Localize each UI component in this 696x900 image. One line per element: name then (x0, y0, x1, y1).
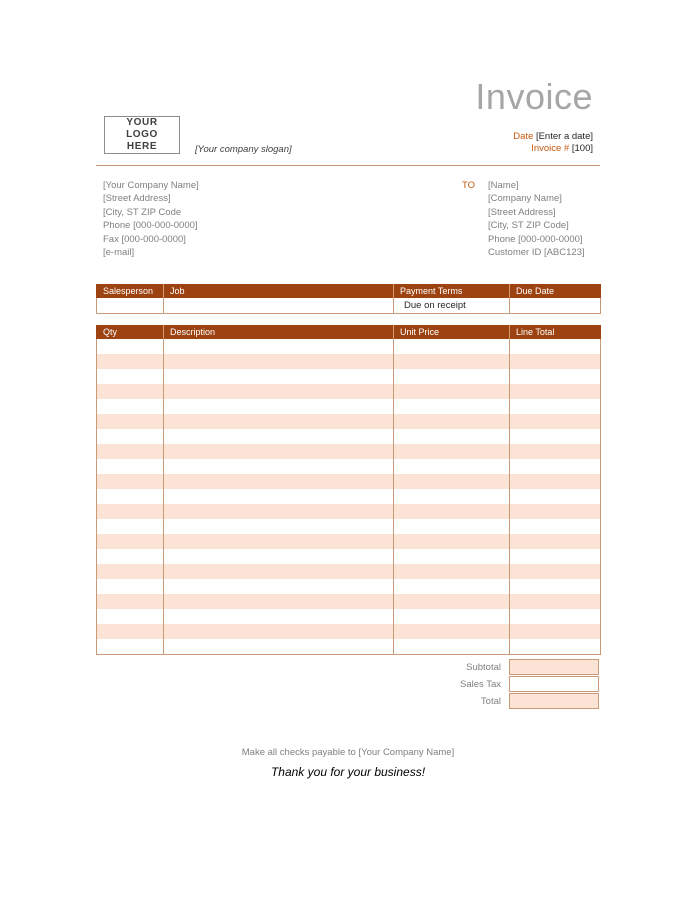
date-label: Date (513, 131, 534, 142)
line-total-cell[interactable] (510, 639, 601, 655)
description-cell[interactable] (164, 624, 394, 639)
description-cell[interactable] (164, 549, 394, 564)
unit-price-cell[interactable] (394, 444, 510, 459)
qty-cell[interactable] (97, 504, 164, 519)
col-unit-price: Unit Price (394, 325, 510, 339)
from-phone[interactable]: Phone [000-000-0000] (103, 220, 198, 232)
description-cell[interactable] (164, 534, 394, 549)
description-cell[interactable] (164, 339, 394, 354)
qty-cell[interactable] (97, 579, 164, 594)
qty-cell[interactable] (97, 489, 164, 504)
item-row (97, 354, 601, 369)
qty-cell[interactable] (97, 369, 164, 384)
qty-cell[interactable] (97, 519, 164, 534)
unit-price-cell[interactable] (394, 564, 510, 579)
to-company[interactable]: [Company Name] (488, 193, 562, 205)
subtotal-label: Subtotal (466, 662, 501, 673)
description-cell[interactable] (164, 474, 394, 489)
item-row (97, 534, 601, 549)
item-row (97, 504, 601, 519)
date-line (513, 131, 593, 142)
line-total-cell[interactable] (510, 624, 601, 639)
to-name[interactable]: [Name] (488, 180, 519, 191)
item-row (97, 444, 601, 459)
description-cell[interactable] (164, 399, 394, 414)
total-value[interactable] (509, 693, 599, 709)
col-line-total: Line Total (510, 325, 601, 339)
description-cell[interactable] (164, 369, 394, 384)
unit-price-cell[interactable] (394, 474, 510, 489)
to-city[interactable]: [City, ST ZIP Code] (488, 220, 569, 232)
item-row (97, 489, 601, 504)
line-total-cell[interactable] (510, 414, 601, 429)
invoice-title: Invoice (475, 76, 593, 117)
from-address (103, 179, 199, 259)
unit-price-cell[interactable] (394, 369, 510, 384)
qty-cell[interactable] (97, 534, 164, 549)
item-row (97, 549, 601, 564)
item-row (97, 474, 601, 489)
unit-price-cell[interactable] (394, 414, 510, 429)
line-total-cell[interactable] (510, 489, 601, 504)
job-table (96, 284, 601, 314)
line-total-cell[interactable] (510, 594, 601, 609)
unit-price-cell[interactable] (394, 534, 510, 549)
col-payment-terms: Payment Terms (394, 284, 510, 298)
to-customer-id[interactable]: Customer ID [ABC123] (488, 247, 585, 259)
col-job: Job (164, 284, 394, 298)
salesperson-cell[interactable] (97, 298, 164, 314)
line-total-cell[interactable] (510, 504, 601, 519)
unit-price-cell[interactable] (394, 489, 510, 504)
line-total-cell[interactable] (510, 549, 601, 564)
from-company[interactable]: [Your Company Name] (103, 180, 199, 191)
company-logo (104, 116, 180, 154)
unit-price-cell[interactable] (394, 519, 510, 534)
unit-price-cell[interactable] (394, 639, 510, 655)
description-cell[interactable] (164, 429, 394, 444)
item-row (97, 339, 601, 354)
line-total-cell[interactable] (510, 354, 601, 369)
unit-price-cell[interactable] (394, 549, 510, 564)
sales-tax-label: Sales Tax (459, 679, 501, 690)
job-table-row (97, 298, 601, 314)
subtotal-value[interactable] (509, 659, 599, 675)
item-row (97, 594, 601, 609)
unit-price-cell[interactable] (394, 384, 510, 399)
item-row (97, 624, 601, 639)
from-fax[interactable]: Fax [000-000-0000] (103, 233, 186, 245)
qty-cell[interactable] (97, 594, 164, 609)
line-total-cell[interactable] (510, 339, 601, 354)
date-value[interactable]: [Enter a date] (535, 131, 593, 142)
item-row (97, 414, 601, 429)
unit-price-cell[interactable] (394, 399, 510, 414)
col-qty: Qty (97, 325, 164, 339)
description-cell[interactable] (164, 459, 394, 474)
line-total-cell[interactable] (510, 534, 601, 549)
logo-text: YOUR LOGO HERE (126, 117, 158, 152)
company-slogan[interactable]: [Your company slogan] (195, 144, 292, 155)
unit-price-cell[interactable] (394, 354, 510, 369)
description-cell[interactable] (164, 594, 394, 609)
qty-cell[interactable] (97, 444, 164, 459)
item-row (97, 459, 601, 474)
line-total-cell[interactable] (510, 429, 601, 444)
qty-cell[interactable] (97, 639, 164, 655)
qty-cell[interactable] (97, 459, 164, 474)
to-street[interactable]: [Street Address] (488, 206, 556, 218)
item-row (97, 519, 601, 534)
qty-cell[interactable] (97, 474, 164, 489)
payment-terms-cell[interactable]: Due on receipt (394, 298, 510, 314)
unit-price-cell[interactable] (394, 429, 510, 444)
qty-cell[interactable] (97, 624, 164, 639)
to-address (488, 179, 585, 259)
line-total-cell[interactable] (510, 444, 601, 459)
unit-price-cell[interactable] (394, 579, 510, 594)
item-row (97, 369, 601, 384)
qty-cell[interactable] (97, 564, 164, 579)
description-cell[interactable] (164, 564, 394, 579)
due-date-cell[interactable] (510, 298, 601, 314)
item-row (97, 579, 601, 594)
description-cell[interactable] (164, 489, 394, 504)
line-total-cell[interactable] (510, 399, 601, 414)
description-cell[interactable] (164, 579, 394, 594)
qty-cell[interactable] (97, 354, 164, 369)
item-row (97, 609, 601, 624)
line-total-cell[interactable] (510, 579, 601, 594)
unit-price-cell[interactable] (394, 624, 510, 639)
description-cell[interactable] (164, 354, 394, 369)
items-table (96, 325, 601, 655)
job-table-header (97, 284, 601, 298)
description-cell[interactable] (164, 384, 394, 399)
col-description: Description (164, 325, 394, 339)
item-row (97, 429, 601, 444)
description-cell[interactable] (164, 504, 394, 519)
item-row (97, 399, 601, 414)
description-cell[interactable] (164, 609, 394, 624)
line-total-cell[interactable] (510, 384, 601, 399)
line-total-cell[interactable] (510, 459, 601, 474)
description-cell[interactable] (164, 639, 394, 655)
unit-price-cell[interactable] (394, 594, 510, 609)
invoice-number-value[interactable]: [100] (571, 143, 593, 154)
qty-cell[interactable] (97, 429, 164, 444)
items-table-header (97, 325, 601, 339)
unit-price-cell[interactable] (394, 459, 510, 474)
item-row (97, 384, 601, 399)
qty-cell[interactable] (97, 414, 164, 429)
from-city[interactable]: [City, ST ZIP Code (103, 206, 182, 218)
invoice-number-line (531, 143, 593, 154)
item-row (97, 639, 601, 655)
unit-price-cell[interactable] (394, 504, 510, 519)
qty-cell[interactable] (97, 399, 164, 414)
line-total-cell[interactable] (510, 609, 601, 624)
thank-you-note: Thank you for your business! (270, 765, 426, 779)
qty-cell[interactable] (97, 339, 164, 354)
line-total-cell[interactable] (510, 474, 601, 489)
total-label: Total (480, 696, 501, 707)
from-email[interactable]: [e-mail] (103, 247, 135, 259)
line-total-cell[interactable] (510, 564, 601, 579)
qty-cell[interactable] (97, 609, 164, 624)
payable-note: Make all checks payable to [Your Company Name] (241, 747, 455, 758)
description-cell[interactable] (164, 444, 394, 459)
header-divider (96, 165, 600, 166)
item-row (97, 564, 601, 579)
unit-price-cell[interactable] (394, 609, 510, 624)
unit-price-cell[interactable] (394, 339, 510, 354)
sales-tax-value[interactable] (509, 676, 599, 692)
to-label: TO (462, 180, 476, 191)
line-total-cell[interactable] (510, 369, 601, 384)
invoice-number-label: Invoice # (531, 143, 570, 154)
line-total-cell[interactable] (510, 519, 601, 534)
description-cell[interactable] (164, 414, 394, 429)
to-phone[interactable]: Phone [000-000-0000] (488, 233, 583, 245)
from-street[interactable]: [Street Address] (103, 193, 171, 205)
job-cell[interactable] (164, 298, 394, 314)
col-due-date: Due Date (510, 284, 601, 298)
col-salesperson: Salesperson (97, 284, 164, 298)
qty-cell[interactable] (97, 384, 164, 399)
qty-cell[interactable] (97, 549, 164, 564)
description-cell[interactable] (164, 519, 394, 534)
